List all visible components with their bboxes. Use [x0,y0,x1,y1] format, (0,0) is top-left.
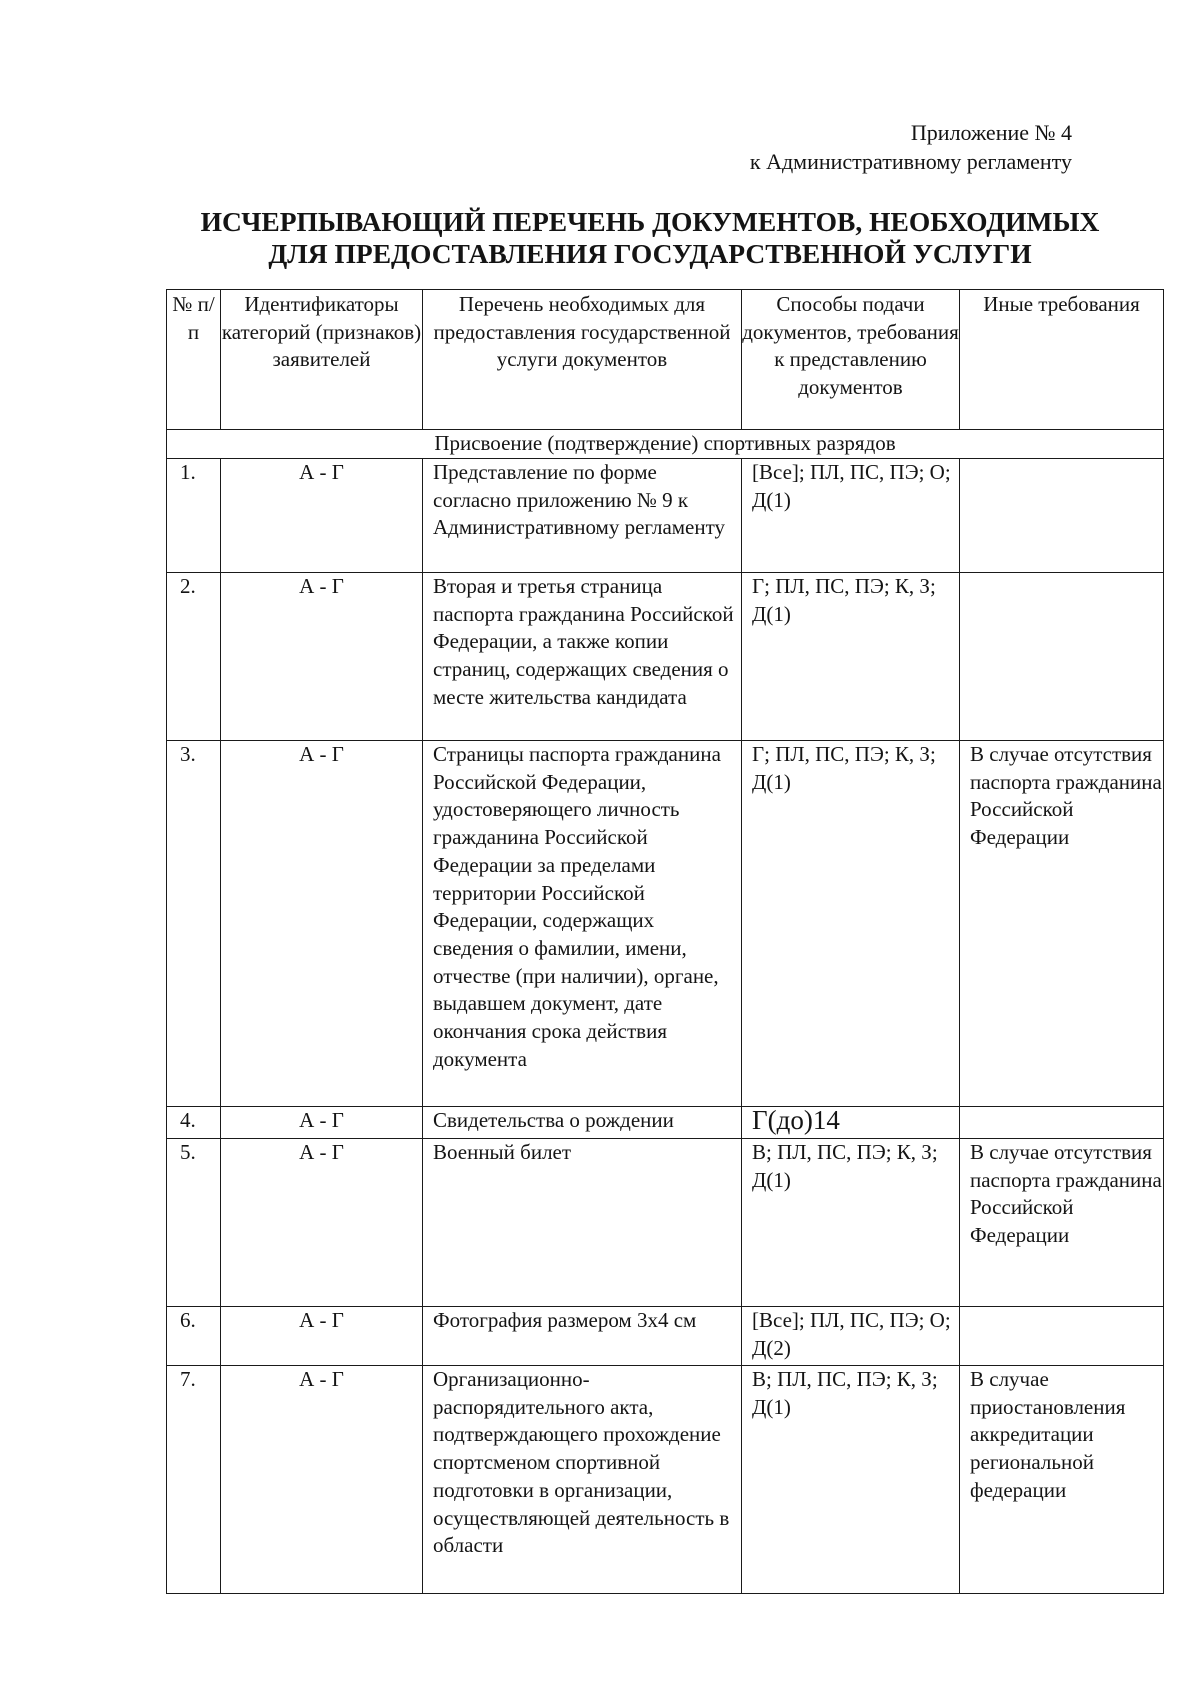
section-row [167,430,1164,459]
row-submission-method: В; ПЛ, ПС, ПЭ; К, З; Д(1) [742,1139,960,1307]
title-line-2: ДЛЯ ПРЕДОСТАВЛЕНИЯ ГОСУДАРСТВЕННОЙ УСЛУГИ [268,238,1032,269]
row-document: Представление по форме согласно приложению № 9 к Административному регламенту [423,459,742,573]
row-applicant-ids: А - Г [221,1139,423,1307]
header-other-requirements: Иные требования [960,290,1164,430]
header-identifiers: Идентификаторы категорий (признаков) заявителей [221,290,423,430]
row-number: 5. [167,1139,221,1307]
title-line-1: ИСЧЕРПЫВАЮЩИЙ ПЕРЕЧЕНЬ ДОКУМЕНТОВ, НЕОБХОДИМЫХ [200,206,1100,237]
row-submission-method: Г; ПЛ, ПС, ПЭ; К, З; Д(1) [742,573,960,741]
table-row [167,1139,1164,1307]
row-submission-method: [Все]; ПЛ, ПС, ПЭ; О; Д(1) [742,459,960,573]
row-document: Военный билет [423,1139,742,1307]
row-other-requirement: В случае отсутствия паспорта гражданина Российской Федерации [960,741,1164,1107]
row-number: 1. [167,459,221,573]
row-other-requirement [960,1307,1164,1366]
row-document: Фотография размером 3x4 см [423,1307,742,1366]
row-applicant-ids: А - Г [221,741,423,1107]
row-applicant-ids: А - Г [221,1366,423,1594]
row-submission-method: Г(до)14 [742,1107,960,1139]
row-number: 3. [167,741,221,1107]
table-row [167,459,1164,573]
appendix-number: Приложение № 4 [910,120,1072,145]
document-title [150,206,1150,270]
row-submission-method: [Все]; ПЛ, ПС, ПЭ; О; Д(2) [742,1307,960,1366]
row-number: 4. [167,1107,221,1139]
table-row [167,1107,1164,1139]
row-number: 7. [167,1366,221,1594]
table-row [167,1366,1164,1594]
row-applicant-ids: А - Г [221,459,423,573]
row-document: Страницы паспорта гражданина Российской Федерации, удостоверяющего личность гражданина Российской Федерации за пределами территории Российской Федерации, содержащих сведения о фамилии, имени, отчестве (при наличии), органе, выдавшем документ, дате окончания срока действия документа [423,741,742,1107]
row-document: Свидетельства о рождении [423,1107,742,1139]
row-document: Вторая и третья страница паспорта гражданина Российской Федерации, а также копии страниц, содержащих сведения о месте жительства кандидата [423,573,742,741]
row-other-requirement [960,1107,1164,1139]
header-submission-methods: Способы подачи документов, требования к представлению документов [742,290,960,430]
row-other-requirement: В случае отсутствия паспорта гражданина Российской Федерации [960,1139,1164,1307]
row-submission-method: Г; ПЛ, ПС, ПЭ; К, З; Д(1) [742,741,960,1107]
table-row [167,1307,1164,1366]
row-applicant-ids: А - Г [221,1307,423,1366]
header-documents: Перечень необходимых для предоставления государственной услуги документов [423,290,742,430]
appendix-note [750,118,1072,176]
appendix-reference: к Административному регламенту [749,149,1072,174]
row-applicant-ids: А - Г [221,573,423,741]
row-submission-method: В; ПЛ, ПС, ПЭ; К, З; Д(1) [742,1366,960,1594]
row-number: 6. [167,1307,221,1366]
row-other-requirement [960,459,1164,573]
row-other-requirement: В случае приостановления аккредитации региональной федерации [960,1366,1164,1594]
header-number: № п/п [167,290,221,430]
row-applicant-ids: А - Г [221,1107,423,1139]
row-other-requirement [960,573,1164,741]
section-title: Присвоение (подтверждение) спортивных разрядов [167,430,1164,459]
row-number: 2. [167,573,221,741]
documents-table [166,289,1164,1594]
table-row [167,573,1164,741]
table-header-row [167,290,1164,430]
row-document: Организационно-распорядительного акта, подтверждающего прохождение спортсменом спортивной подготовки в организации, осуществляющей деятельность в области [423,1366,742,1594]
table-row [167,741,1164,1107]
